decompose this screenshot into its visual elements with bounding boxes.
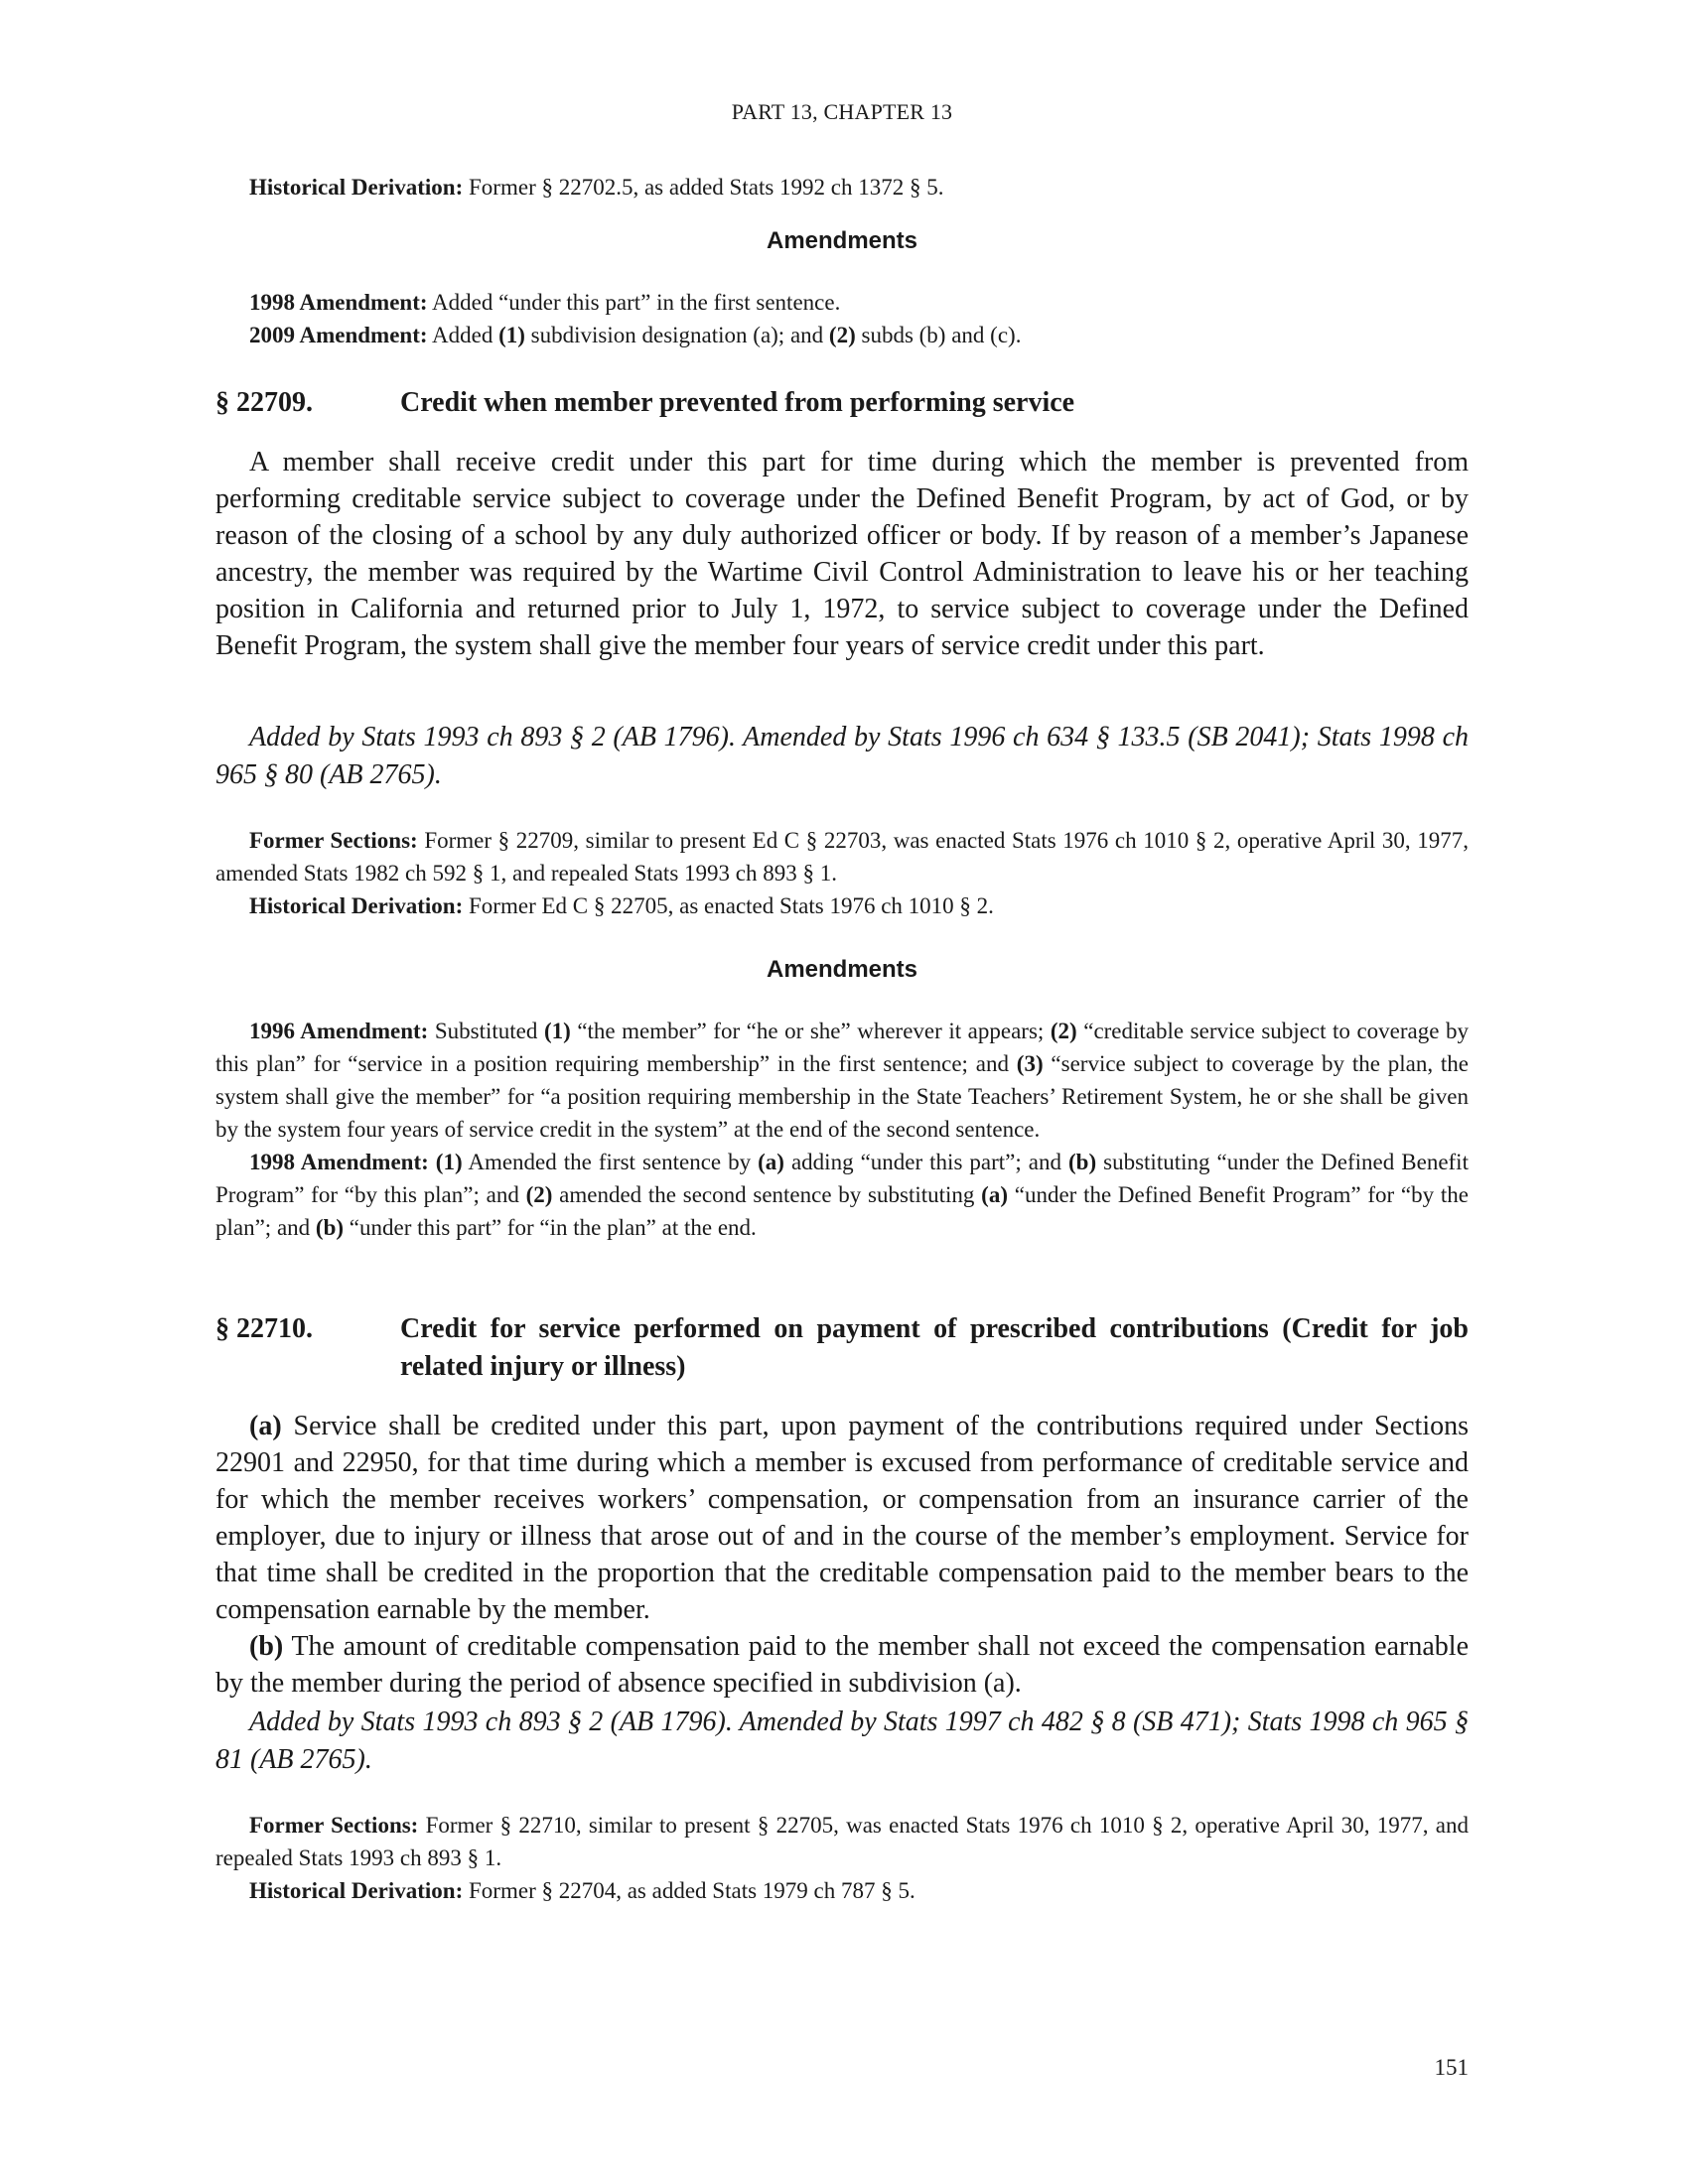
historical-derivation-note xyxy=(215,1874,1469,1907)
amendments-section-1 xyxy=(215,227,1469,255)
amendment-item-marker: (a) xyxy=(981,1182,1008,1207)
amendment-text: Added “under this part” in the first sentence. xyxy=(427,290,841,315)
section-22709-history xyxy=(215,719,1469,794)
amendment-text: subds (b) and (c). xyxy=(855,323,1022,347)
section-22709-notes xyxy=(215,824,1469,922)
amendment-item-marker: (b) xyxy=(315,1215,345,1240)
amendment-text: adding “under this part”; and xyxy=(783,1150,1068,1174)
section-title: Credit when member prevented from performing service xyxy=(400,387,1075,418)
section-heading xyxy=(215,1310,1469,1386)
amendment-label: 1996 Amendment: xyxy=(249,1019,429,1043)
amendment-item-marker: (1) xyxy=(498,323,525,347)
amendment-text: subdivision designation (a); and xyxy=(524,323,829,347)
subdivision-b xyxy=(215,1628,1469,1702)
amendment-text: Substituted xyxy=(428,1019,544,1043)
amendment-item-marker: (2) xyxy=(828,323,856,347)
historical-derivation-note xyxy=(215,889,1469,922)
amendment-text: substituting “under the Defined Benefit Program” for “by this plan”; and xyxy=(215,1150,1469,1207)
amendment-2009 xyxy=(215,319,1469,351)
amendment-text: “the member” for “he or she” wherever it appears; xyxy=(570,1019,1051,1043)
section-22710-history xyxy=(215,1704,1469,1779)
subdivision-text: The amount of creditable compensation paid to the member shall not exceed the compensation earnable by the member during the period of absence specified in subdivision (a). xyxy=(215,1631,1469,1699)
amendment-item-marker: (b) xyxy=(1068,1150,1097,1174)
subdivision-label: (b) xyxy=(249,1631,284,1662)
top-notes xyxy=(215,171,1469,204)
amendment-text: “under this part” for “in the plan” at the end. xyxy=(344,1215,757,1240)
amendments-list-1 xyxy=(215,286,1469,351)
amendments-heading: Amendments xyxy=(766,227,918,254)
section-22710-notes xyxy=(215,1809,1469,1907)
former-sections-note xyxy=(215,1809,1469,1874)
section-title: Credit for service performed on payment of prescribed contributions (Credit for job related injury or illness) xyxy=(400,1313,1469,1382)
page-number: 151 xyxy=(1434,2055,1469,2080)
amendment-item-marker: (3) xyxy=(1016,1051,1044,1076)
historical-derivation-note xyxy=(215,171,1469,204)
amendment-item-marker: (2) xyxy=(1050,1019,1077,1043)
historical-derivation-text: Former Ed C § 22705, as enacted Stats 1976 ch 1010 § 2. xyxy=(463,893,994,918)
former-sections-text: Former § 22709, similar to present Ed C § 22703, was enacted Stats 1976 ch 1010 § 2, operative April 30, 1977, amended Stats 1982 ch 592 § 1, and repealed Stats 1993 ch 893 § 1. xyxy=(215,828,1470,886)
former-sections-note xyxy=(215,824,1469,889)
historical-derivation-label: Historical Derivation: xyxy=(249,893,464,918)
former-sections-label: Former Sections: xyxy=(249,1813,419,1838)
amendment-label: 1998 Amendment: xyxy=(249,1150,429,1174)
section-22709-body xyxy=(215,444,1469,664)
subdivision-label: (a) xyxy=(249,1411,282,1441)
history-note: Added by Stats 1993 ch 893 § 2 (AB 1796). Amended by Stats 1997 ch 482 § 8 (SB 471); Stats 1998 ch 965 § 81 (AB 2765). xyxy=(215,1706,1469,1775)
section-body: A member shall receive credit under this part for time during which the member is prevented from performing creditable service subject to coverage under the Defined Benefit Program, by act of God, or by reason of the closing of a school by any duly authorized officer or body. If by reason of a member’s Japanese ancestry, the member was required by the Wartime Civil Control Administration to leave his or her teaching position in California and returned prior to July 1, 1972, to service subject to coverage under the Defined Benefit Program, the system shall give the member four years of service credit under this part. xyxy=(215,447,1469,661)
historical-derivation-text: Former § 22704, as added Stats 1979 ch 787 § 5. xyxy=(463,1878,915,1903)
amendment-label: 1998 Amendment: xyxy=(249,290,428,315)
amendment-text: Amended the first sentence by xyxy=(462,1150,759,1174)
amendment-item-marker: (2) xyxy=(525,1182,553,1207)
historical-derivation-label: Historical Derivation: xyxy=(249,175,464,200)
section-number: § 22709. xyxy=(215,387,313,418)
section-heading xyxy=(215,384,1469,422)
amendment-text: “service subject to coverage by the plan, the system shall give the member” for “a position requiring membership in the State Teachers’ Retirement System, he or she shall be given by the system four years of service credit in the system” at the end of the second sentence. xyxy=(215,1051,1469,1142)
amendment-1998 xyxy=(215,1146,1469,1244)
amendment-item-marker: (1) xyxy=(543,1019,571,1043)
former-sections-label: Former Sections: xyxy=(249,828,418,853)
section-22710 xyxy=(215,1310,1469,1386)
running-head: PART 13, CHAPTER 13 xyxy=(731,99,953,124)
section-22709 xyxy=(215,384,1469,422)
amendments-list-2 xyxy=(215,1015,1469,1244)
history-note: Added by Stats 1993 ch 893 § 2 (AB 1796). Amended by Stats 1996 ch 634 § 133.5 (SB 2041); Stats 1998 ch 965 § 80 (AB 2765). xyxy=(215,722,1469,790)
section-22710-body xyxy=(215,1408,1469,1702)
amendment-text: amended the second sentence by substituting xyxy=(552,1182,982,1207)
amendments-section-2 xyxy=(215,956,1469,984)
section-number: § 22710. xyxy=(215,1313,313,1344)
amendment-text: “creditable service subject to coverage by this plan” for “service in a position requiring membership” in the first sentence; and xyxy=(215,1019,1470,1076)
amendment-label: 2009 Amendment: xyxy=(249,323,428,347)
amendment-item-marker: (1) xyxy=(428,1150,463,1174)
subdivision-text: Service shall be credited under this part, upon payment of the contributions required under Sections 22901 and 22950, for that time during which a member is excused from performance of creditable service and for which the member receives workers’ compensation, or compensation from an insurance carrier of the employer, due to injury or illness that arose out of and in the course of the member’s employment. Service for that time shall be credited in the proportion that the creditable compensation paid to the member bears to the compensation earnable by the member. xyxy=(215,1411,1469,1625)
amendment-text: Added xyxy=(427,323,499,347)
amendment-text: “under the Defined Benefit Program” for “by the plan”; and xyxy=(215,1182,1469,1240)
amendment-1998 xyxy=(215,286,1469,319)
amendment-1996 xyxy=(215,1015,1469,1146)
former-sections-text: Former § 22710, similar to present § 22705, was enacted Stats 1976 ch 1010 § 2, operative April 30, 1977, and repealed Stats 1993 ch 893 § 1. xyxy=(215,1813,1469,1870)
historical-derivation-label: Historical Derivation: xyxy=(249,1878,464,1903)
subdivision-a xyxy=(215,1408,1469,1628)
historical-derivation-text: Former § 22702.5, as added Stats 1992 ch 1372 § 5. xyxy=(463,175,944,200)
amendments-heading: Amendments xyxy=(766,956,918,983)
amendment-item-marker: (a) xyxy=(758,1150,784,1174)
